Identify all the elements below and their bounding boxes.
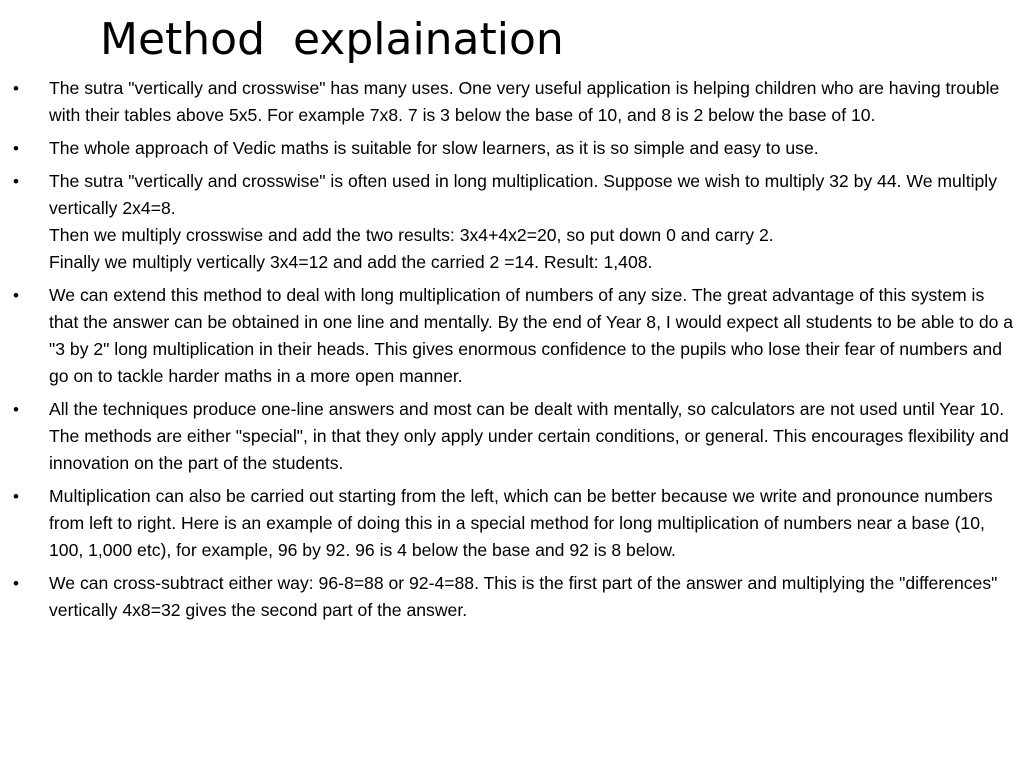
bullet-text: The sutra "vertically and crosswise" is often used in long multiplication. Suppose we wish to multiply 32 by 44. We multiply vertically 2x4=8. — [49, 171, 998, 218]
bullet-text: Then we multiply crosswise and add the two results: 3x4+4x2=20, so put down 0 and carry 2. — [49, 225, 774, 245]
bullet-item — [0, 570, 1018, 624]
bullet-dot-icon: • — [13, 400, 19, 419]
bullet-dot-icon: • — [13, 79, 19, 98]
bullet-dot-icon: • — [13, 139, 19, 158]
slide-title: Method explaination — [100, 14, 564, 65]
bullet-text: The whole approach of Vedic maths is suitable for slow learners, as it is so simple and easy to use. — [49, 138, 819, 158]
bullet-text: We can cross-subtract either way: 96-8=88 or 92-4=88. This is the first part of the answer and multiplying the "differences" vertically 4x8=32 gives the second part of the answer. — [49, 573, 998, 620]
bullet-item — [0, 168, 1018, 276]
bullet-text: The sutra "vertically and crosswise" has many uses. One very useful application is helping children who are having trouble with their tables above 5x5. For example 7x8. 7 is 3 below the base of 10, and 8 is 2 below the base of 10. — [49, 78, 1000, 125]
bullet-item — [0, 75, 1018, 129]
bullet-text: Finally we multiply vertically 3x4=12 and add the carried 2 =14. Result: 1,408. — [49, 252, 653, 272]
bullet-dot-icon: • — [13, 172, 19, 191]
bullet-item — [0, 135, 1018, 162]
bullet-item — [0, 396, 1018, 477]
bullet-text: We can extend this method to deal with long multiplication of numbers of any size. The great advantage of this system is that the answer can be obtained in one line and mentally. By the end of Year 8, I would expect all students to be able to do a "3 by 2" long multiplication in their heads. This gives enormous confidence to the pupils who lose their fear of numbers and go on to tackle harder maths in a more open manner. — [49, 285, 1014, 386]
bullet-item — [0, 282, 1018, 390]
bullet-dot-icon: • — [13, 487, 19, 506]
bullet-list — [0, 75, 1018, 630]
bullet-text: All the techniques produce one-line answers and most can be dealt with mentally, so calculators are not used until Year 10. The methods are either "special", in that they only apply under certain conditions, or general. This encourages flexibility and innovation on the part of the students. — [49, 399, 1009, 473]
bullet-dot-icon: • — [13, 286, 19, 305]
bullet-text: Multiplication can also be carried out starting from the left, which can be better because we write and pronounce numbers from left to right. Here is an example of doing this in a special method for long multiplication of numbers near a base (10, 100, 1,000 etc), for example, 96 by 92. 96 is 4 below the base and 92 is 8 below. — [49, 486, 993, 560]
bullet-item — [0, 483, 1018, 564]
bullet-dot-icon: • — [13, 574, 19, 593]
